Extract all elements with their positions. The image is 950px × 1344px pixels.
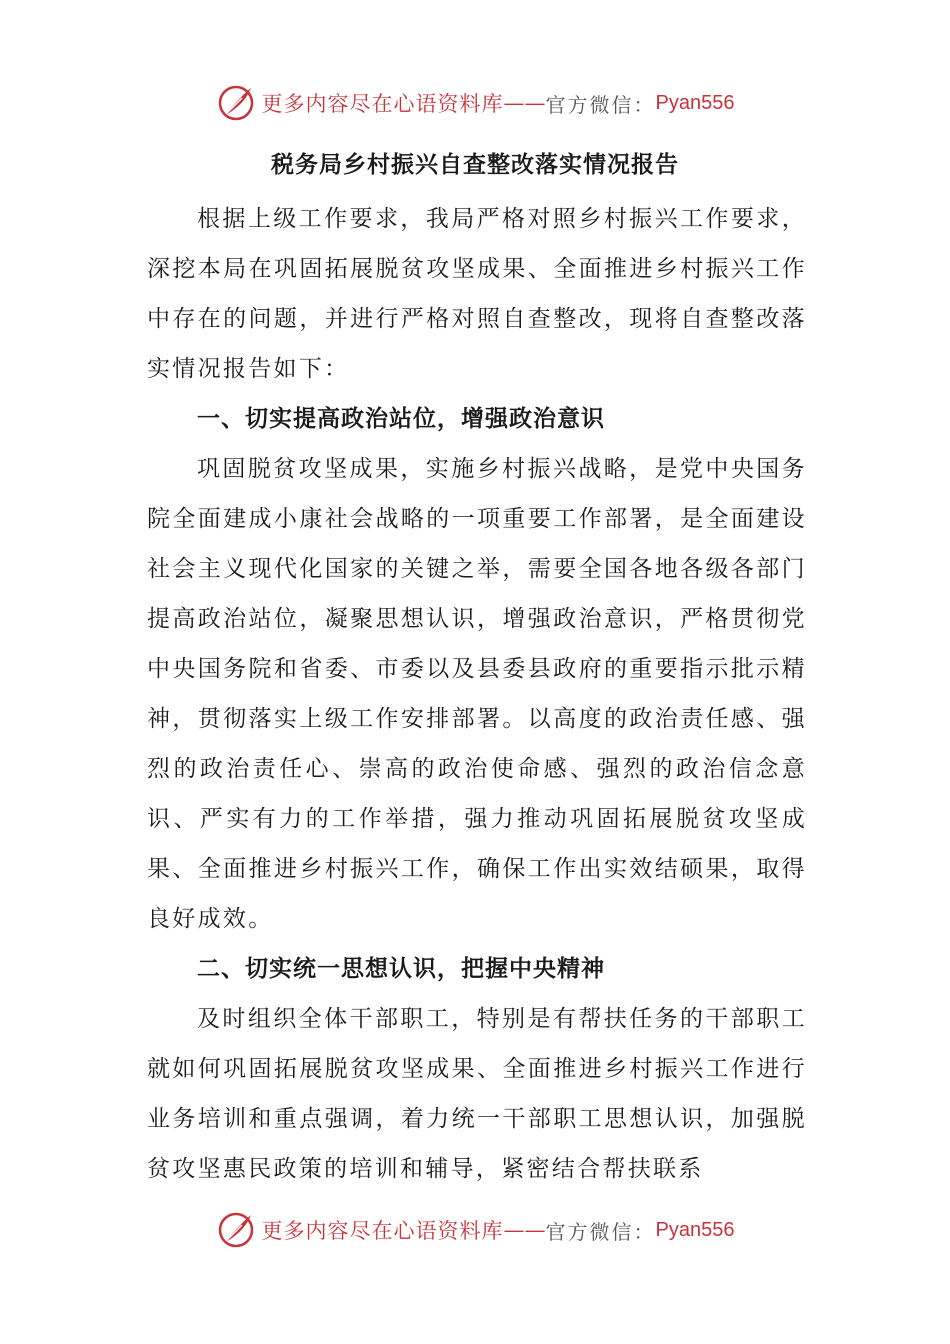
banner-wechat-label: 官方微信： [545,92,656,117]
document-title: 税务局乡村振兴自查整改落实情况报告 [271,151,679,178]
banner-wechat-label: 官方微信： [545,1219,656,1244]
header-watermark-banner [0,78,950,128]
intro-paragraph: 根据上级工作要求，我局严格对照乡村振兴工作要求，深挖本局在巩固拓展脱贫攻坚成果、全面推进乡村振兴工作中存在的问题，并进行严格对照自查整改，现将自查整改落实情况报告如下： [147,206,807,382]
footer-watermark-banner [0,1205,950,1255]
quill-pen-logo-icon [216,1210,256,1250]
section-heading: 一、切实提高政治站位，增强政治意识 [197,405,605,432]
banner-main-text: 更多内容尽在心语资料库 [261,1219,504,1243]
banner-separator: —— [503,1218,546,1242]
banner-wechat-id: Pyan556 [655,1218,735,1241]
banner-main-text: 更多内容尽在心语资料库 [261,92,504,116]
quill-pen-logo-icon [216,83,256,123]
section-paragraph: 巩固脱贫攻坚成果，实施乡村振兴战略，是党中央国务院全面建成小康社会战略的一项重要工作部署，是全面建设社会主义现代化国家的关键之举，需要全国各地各级各部门提高政治站位，凝聚思想认识，增强政治意识，严格贯彻党中央国务院和省委、市委以及县委县政府的重要指示批示精神，贯彻落实上级工作安排部署。以高度的政治责任感、强烈的政治责任心、崇高的政治使命感、强烈的政治信念意识、严实有力的工作举措，强力推动巩固拓展脱贫攻坚成果、全面推进乡村振兴工作，确保工作出实效结硕果，取得良好成效。 [147,456,807,932]
section-heading: 二、切实统一思想认识，把握中央精神 [197,955,605,982]
section-paragraph: 及时组织全体干部职工，特别是有帮扶任务的干部职工就如何巩固拓展脱贫攻坚成果、全面推进乡村振兴工作进行业务培训和重点强调，着力统一干部职工思想认识，加强脱贫攻坚惠民政策的培训和辅导，紧密结合帮扶联系 [147,1006,807,1182]
document-body [147,194,807,1194]
banner-separator: —— [503,91,546,115]
banner-wechat-id: Pyan556 [655,91,735,114]
